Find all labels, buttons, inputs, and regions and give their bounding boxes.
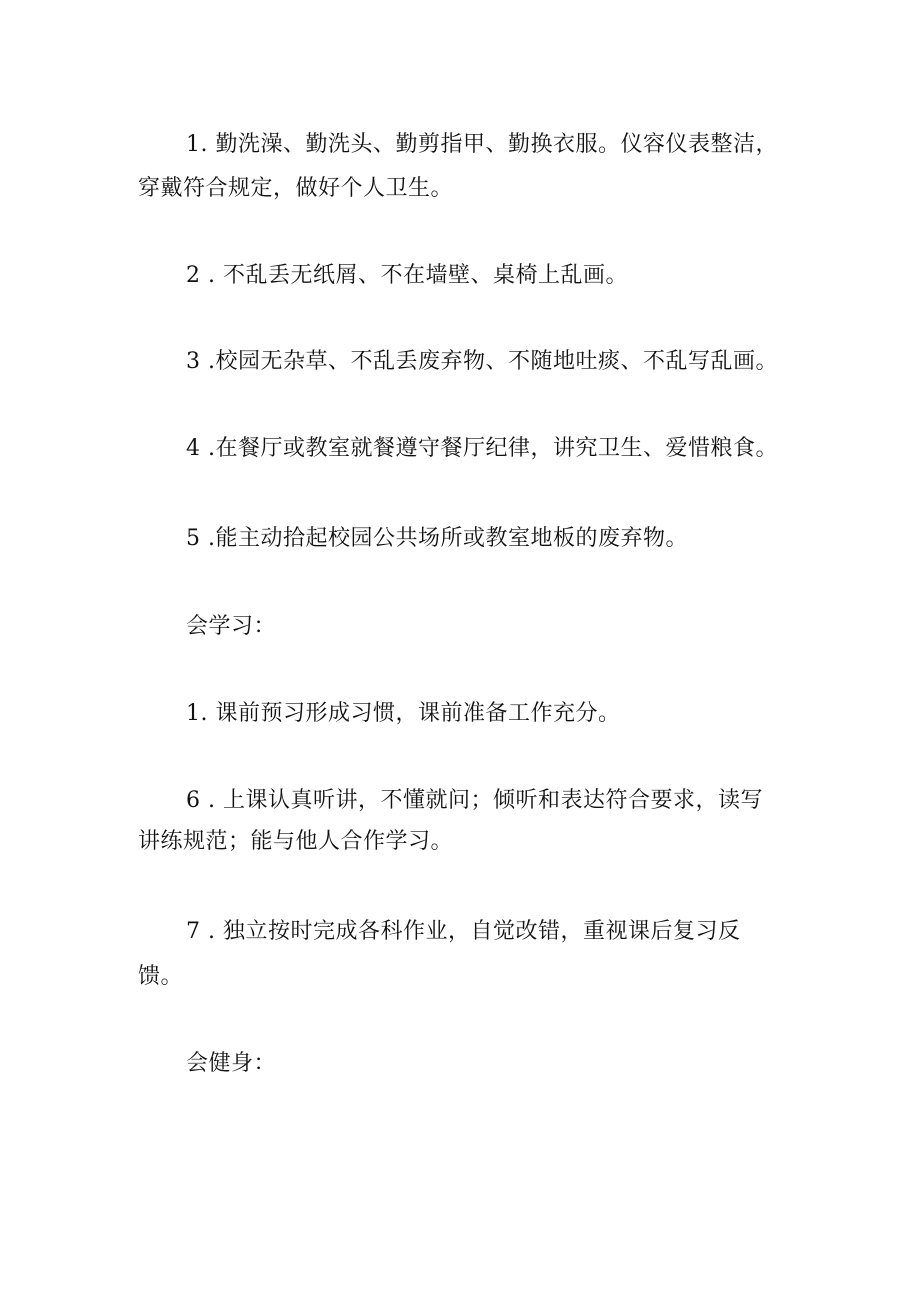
learning-item-7-line-1: 7 . 独立按时完成各科作业，自觉改错，重视课后复习反 bbox=[186, 919, 741, 944]
section-heading-learning: 会学习： bbox=[186, 614, 277, 639]
learning-item-6-line-1: 6 . 上课认真听讲，不懂就问；倾听和表达符合要求，读写 bbox=[186, 788, 763, 813]
hygiene-item-3: 3 .校园无杂草、不乱丢废弃物、不随地吐痰、不乱写乱画。 bbox=[186, 349, 778, 374]
hygiene-item-5: 5 .能主动拾起校园公共场所或教室地板的废弃物。 bbox=[186, 526, 688, 551]
hygiene-item-1-line-2: 穿戴符合规定，做好个人卫生。 bbox=[138, 176, 454, 201]
hygiene-item-2: 2 . 不乱丢无纸屑、不在墙壁、桌椅上乱画。 bbox=[186, 263, 628, 288]
hygiene-item-4: 4 .在餐厅或教室就餐遵守餐厅纪律，讲究卫生、爱惜粮食。 bbox=[186, 436, 778, 461]
learning-item-7-line-2: 馈。 bbox=[138, 964, 184, 989]
learning-item-6-line-2: 讲练规范；能与他人合作学习。 bbox=[138, 829, 454, 854]
learning-item-1: 1. 课前预习形成习惯，课前准备工作充分。 bbox=[186, 701, 621, 726]
section-heading-fitness: 会健身： bbox=[186, 1051, 277, 1076]
hygiene-item-1-line-1: 1. 勤洗澡、勤洗头、勤剪指甲、勤换衣服。仪容仪表整洁， bbox=[186, 132, 778, 157]
